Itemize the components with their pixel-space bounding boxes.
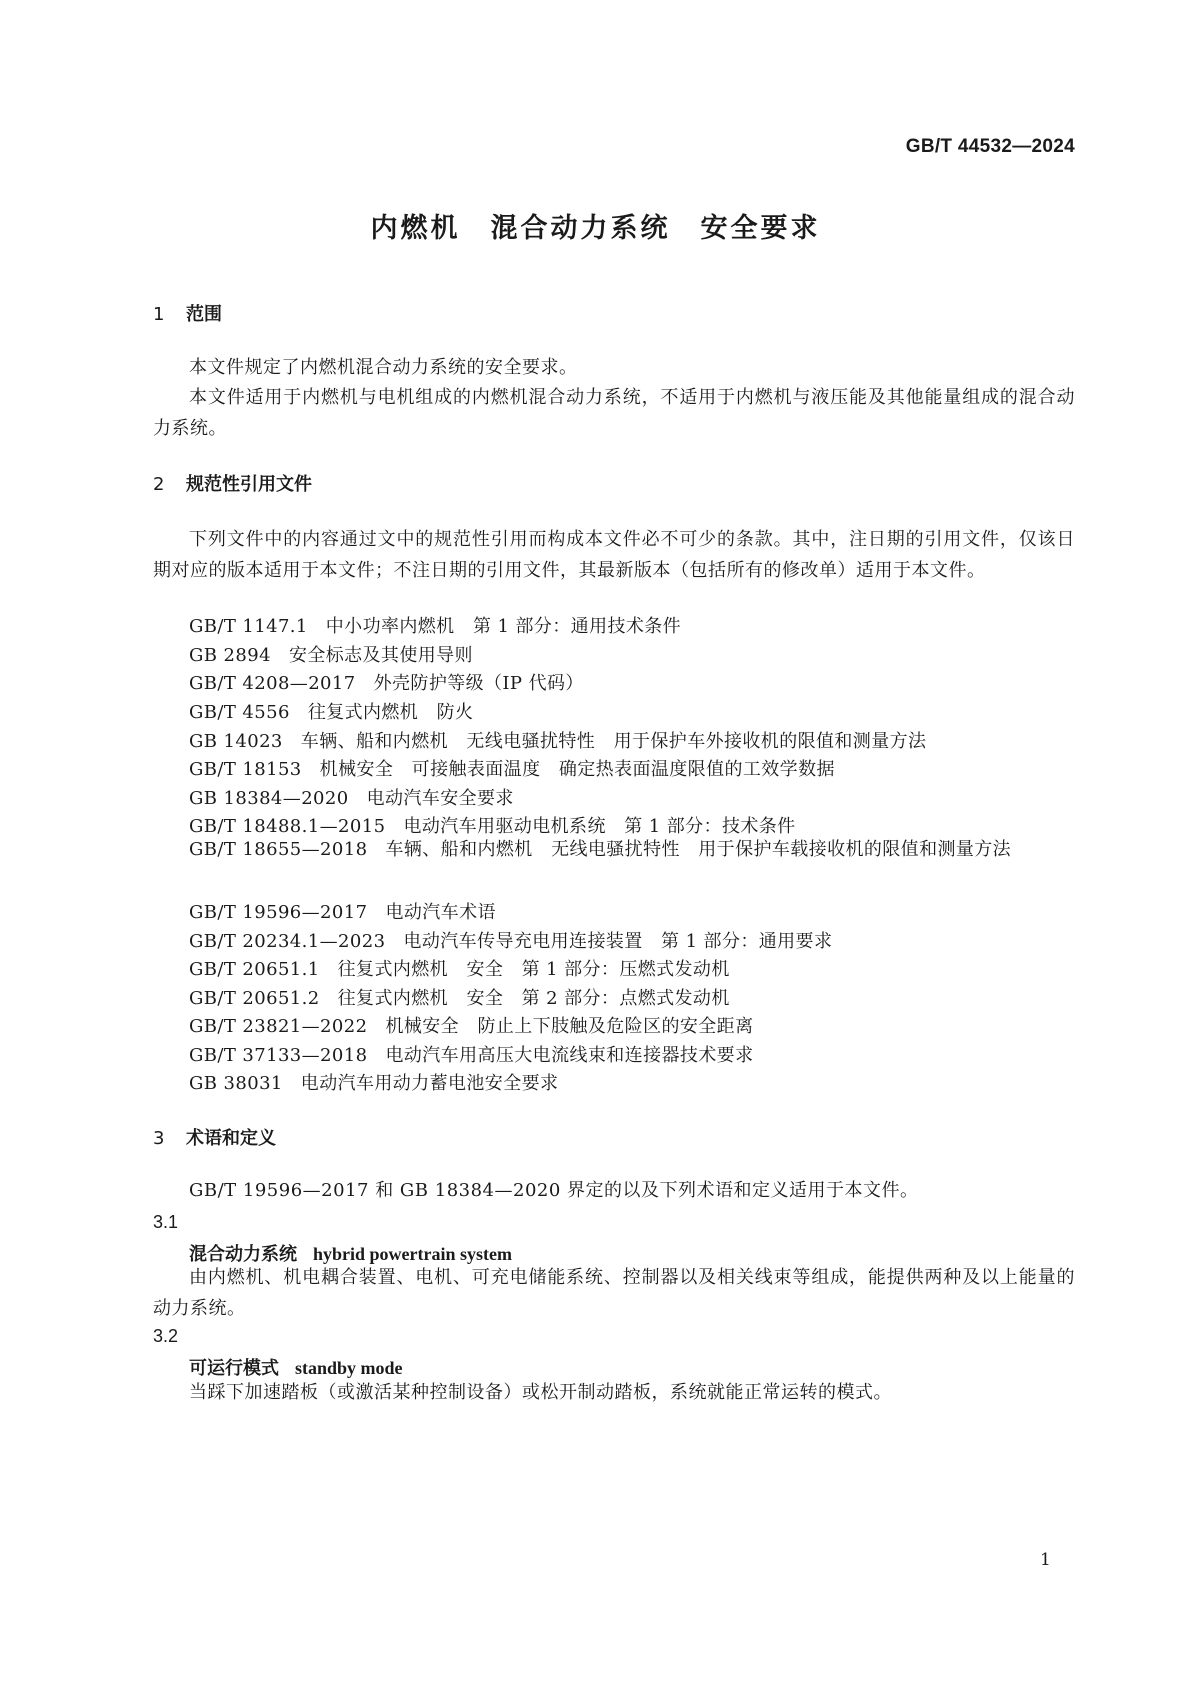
reference-code: GB 38031 — [189, 1073, 283, 1094]
reference-item — [189, 898, 496, 924]
reference-code: GB 18384—2020 — [189, 788, 349, 809]
reference-code: GB/T 20234.1—2023 — [189, 931, 386, 952]
reference-title: 安全标志及其使用导则 — [288, 645, 473, 666]
reference-item — [189, 984, 730, 1010]
reference-title: 往复式内燃机 安全 第 1 部分：压燃式发动机 — [337, 959, 730, 980]
section-1-heading — [153, 300, 222, 326]
term-zh: 可运行模式 — [189, 1358, 279, 1379]
reference-title: 电动汽车用驱动电机系统 第 1 部分：技术条件 — [403, 816, 796, 837]
reference-item — [189, 755, 835, 781]
reference-title: 机械安全 可接触表面温度 确定热表面温度限值的工效学数据 — [319, 759, 835, 780]
reference-item — [189, 955, 730, 981]
section-number: 2 — [153, 474, 165, 495]
section-2-heading — [153, 470, 312, 496]
term-en: hybrid powertrain system — [313, 1244, 512, 1264]
reference-item — [189, 1069, 558, 1095]
reference-code: GB 14023 — [189, 731, 283, 752]
title-part-2: 混合动力系统 — [490, 213, 671, 244]
reference-title: 往复式内燃机 安全 第 2 部分：点燃式发动机 — [337, 988, 730, 1009]
reference-title: 电动汽车用高压大电流线束和连接器技术要求 — [385, 1045, 754, 1066]
reference-title: 车辆、船和内燃机 无线电骚扰特性 用于保护车载接收机的限值和测量方法 — [385, 839, 1012, 860]
term-number: 3.2 — [153, 1326, 179, 1346]
reference-item — [189, 927, 832, 953]
reference-code: GB/T 18153 — [189, 759, 302, 780]
title-part-3: 安全要求 — [700, 213, 821, 244]
reference-code: GB/T 20651.2 — [189, 988, 320, 1009]
reference-item — [189, 1041, 753, 1067]
term-zh: 混合动力系统 — [189, 1244, 297, 1265]
reference-code: GB 2894 — [189, 645, 271, 666]
section-number: 1 — [153, 304, 165, 325]
reference-code: GB/T 23821—2022 — [189, 1016, 368, 1037]
term-definition: 当踩下加速踏板（或激活某种控制设备）或松开制动踏板，系统就能正常运转的模式。 — [189, 1382, 892, 1403]
reference-item — [153, 834, 1075, 865]
reference-item — [189, 1012, 753, 1038]
reference-title: 电动汽车安全要求 — [366, 788, 514, 809]
reference-title: 中小功率内燃机 第 1 部分：通用技术条件 — [325, 616, 682, 637]
reference-title: 车辆、船和内燃机 无线电骚扰特性 用于保护车外接收机的限值和测量方法 — [300, 731, 927, 752]
term-definition: 由内燃机、机电耦合装置、电机、可充电储能系统、控制器以及相关线束等组成，能提供两种及以上能量的动力系统。 — [153, 1267, 1075, 1319]
section-title: 术语和定义 — [186, 1128, 276, 1149]
reference-title: 往复式内燃机 防火 — [307, 702, 474, 723]
section-title: 范围 — [186, 304, 222, 325]
section-3-intro: GB/T 19596—2017 和 GB 18384—2020 界定的以及下列术语和定义适用于本文件。 — [189, 1180, 919, 1201]
title-part-1: 内燃机 — [370, 213, 461, 244]
reference-item — [189, 641, 473, 667]
reference-title: 电动汽车术语 — [385, 902, 496, 923]
reference-item — [189, 612, 681, 638]
section-1-paragraph-2: 本文件适用于内燃机与电机组成的内燃机混合动力系统，不适用于内燃机与液压能及其他能量组成的混合动力系统。 — [153, 387, 1075, 439]
reference-code: GB/T 37133—2018 — [189, 1045, 368, 1066]
standard-number: GB/T 44532—2024 — [905, 136, 1075, 157]
reference-title: 机械安全 防止上下肢触及危险区的安全距离 — [385, 1016, 754, 1037]
section-1-paragraph-1: 本文件规定了内燃机混合动力系统的安全要求。 — [189, 357, 578, 378]
reference-item — [189, 784, 514, 810]
reference-item — [189, 669, 584, 695]
reference-item — [189, 727, 926, 753]
section-number: 3 — [153, 1128, 165, 1149]
section-2-intro: 下列文件中的内容通过文中的规范性引用而构成本文件必不可少的条款。其中，注日期的引用文件，仅该日期对应的版本适用于本文件；不注日期的引用文件，其最新版本（包括所有的修改单）适用于本文件。 — [153, 529, 1075, 581]
reference-title: 外壳防护等级（IP 代码） — [373, 673, 584, 694]
reference-title: 电动汽车用动力蓄电池安全要求 — [300, 1073, 559, 1094]
section-title: 规范性引用文件 — [186, 474, 312, 495]
reference-item — [189, 698, 473, 724]
reference-code: GB/T 4556 — [189, 702, 290, 723]
reference-code: GB/T 4208—2017 — [189, 673, 356, 694]
term-en: standby mode — [295, 1358, 403, 1378]
section-3-heading — [153, 1124, 276, 1150]
reference-code: GB/T 18488.1—2015 — [189, 816, 386, 837]
term-number: 3.1 — [153, 1212, 179, 1232]
reference-code: GB/T 18655—2018 — [189, 839, 368, 860]
reference-title: 电动汽车传导充电用连接装置 第 1 部分：通用要求 — [403, 931, 833, 952]
reference-code: GB/T 1147.1 — [189, 616, 308, 637]
document-title — [0, 206, 1191, 245]
page-number: 1 — [1040, 1550, 1051, 1570]
reference-code: GB/T 20651.1 — [189, 959, 320, 980]
reference-code: GB/T 19596—2017 — [189, 902, 368, 923]
